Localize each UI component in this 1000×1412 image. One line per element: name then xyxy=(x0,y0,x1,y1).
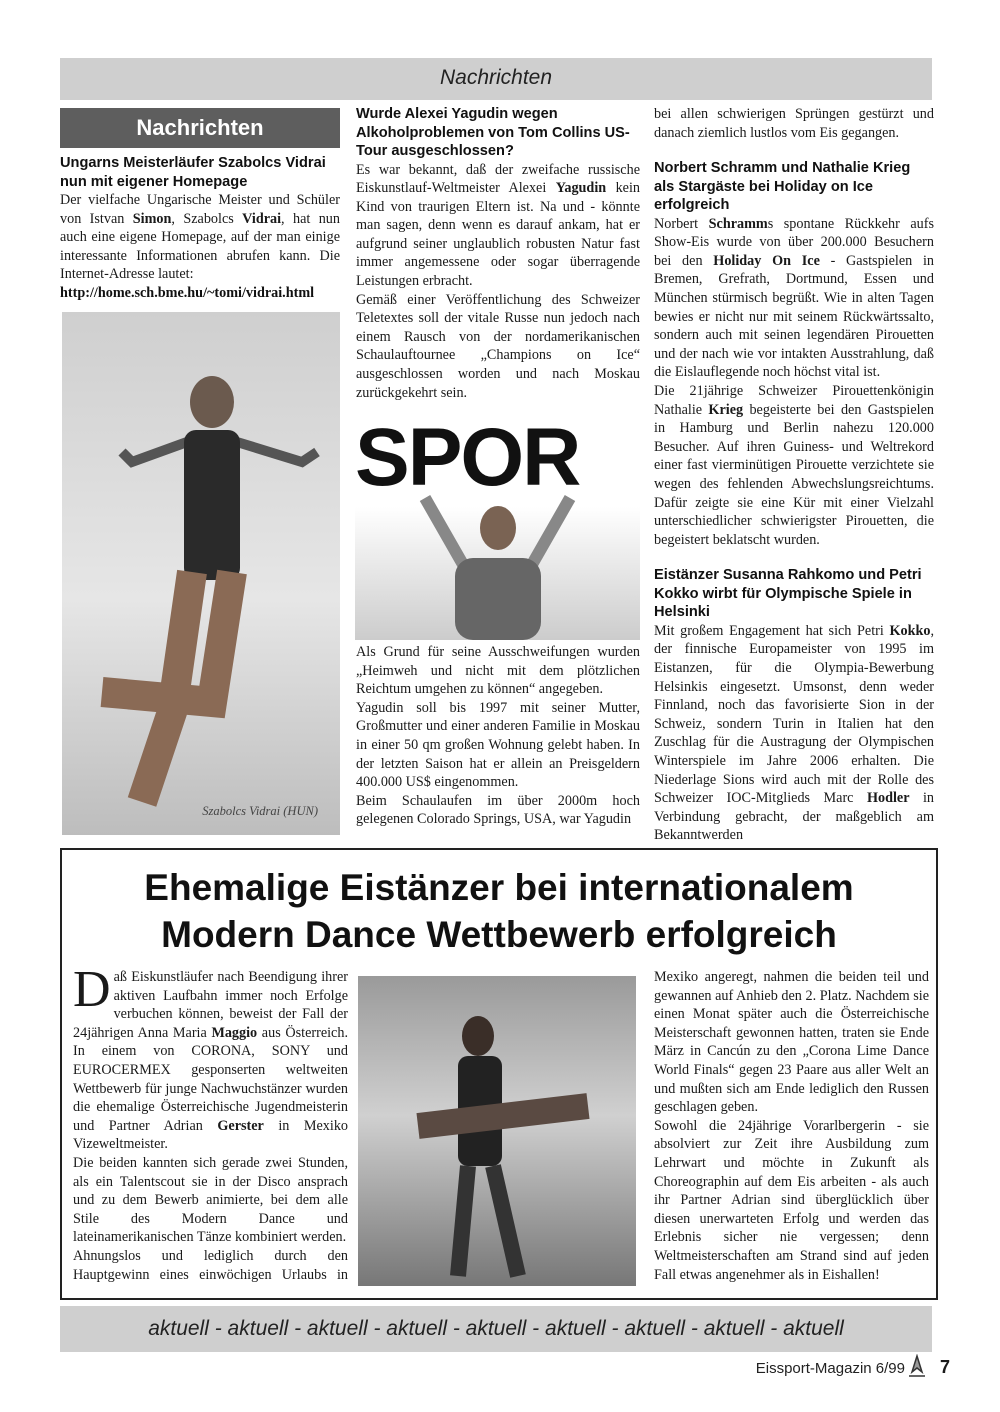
bold-name: Vidrai xyxy=(242,210,282,227)
bold-name: Holiday On Ice xyxy=(713,252,820,269)
bold-name: Hodler xyxy=(866,790,910,807)
text-run: , Szabolcs xyxy=(171,210,243,227)
section-title: Nachrichten xyxy=(439,66,553,89)
text-run: kein Kind von traurigen Eltern ist. Na und - könnte man sagen, denn wenn es darauf ankam, hat er aufgrund seiner unglaublich robusten Natur fast immer angemessene oder sogar überragende Leistungen erbracht. xyxy=(356,180,640,290)
article-yagudin-p1 xyxy=(356,161,640,291)
bold-name: Krieg xyxy=(708,401,744,418)
article-yagudin-p4: Yagudin soll bis 1997 mit seiner Mutter, Großmutter und einer anderen Familie in Moskau in einer 50 qm großen Wohnung gelebt haben. In der letzten Saison hat er allein an Preisgeldern 400.000 US$ eingenommen. xyxy=(356,699,640,791)
photo-caption: Szabolcs Vidrai (HUN) xyxy=(202,804,318,818)
photo-yagudin xyxy=(355,418,640,640)
text-run: aus Österreich. In einem von CORONA, SONY und EUROCERMEX gesponserten weltweiten Wettbewerb für junge Nachwuchstänzer wurden die ehemalige Österreichische Jugendmeisterin und Partner Adrian xyxy=(73,1024,348,1134)
text-run: , der finnische Europameister von 1995 im Eistanzen, für die Olympia-Bewerbung Helsinkis eingesetzt. Umsonst, denn weder Finnland, noch das favorisierte Sion in der Schweiz, sondern Turin in Italien hat den Zuschlag für die Austragung der Olympischen Winterspiele im Jahre 2006 erhalten. Die Niederlage Sions wird auch mit der Rolle des Schweizer IOC-Mitglieds Marc xyxy=(654,622,934,807)
feature-p3: Ahnungslos und lediglich durch den Hauptgewinn eines einwöchigen Urlaubs in Mexiko angeregt, nahmen die beiden teil und gewannen auf Anhieb den 2. Platz. Nachdem sie einen Monat später auch die Österreichische Meisterschaft gewonnen hatten, traten sie Ende März in Cancún zu den „Corona Lime Dance World Finals“ gegen 23 Paare aus aller Welt an und mußten sich am Ende lediglich den Russen geschlagen geben. xyxy=(73,969,929,1283)
text-run: Die 21jährige Schweizer Pirouettenkönigin Nathalie xyxy=(654,383,934,418)
text-run: Mit großem Engagement hat sich Petri xyxy=(654,622,890,639)
bold-name: Simon xyxy=(132,210,172,227)
text-run: , hat nun auch eine eigene Homepage, auf der man einige interessante Informationen abrufen kann. Die Internet-Adresse lautet: xyxy=(60,210,340,283)
bold-name: Yagudin xyxy=(555,180,607,197)
bold-name: Kokko xyxy=(889,622,931,639)
photo-skater-vidrai xyxy=(62,312,340,835)
magazine-logo-icon xyxy=(906,1354,928,1380)
column-2-continued xyxy=(356,643,640,829)
text-run: Norbert xyxy=(654,215,709,232)
page-number: 7 xyxy=(939,1357,950,1377)
feature-p1 xyxy=(73,961,349,1153)
text-run: s spontane Rückkehr aufs Show-Eis wurde von über 200.000 Besuchern bei den xyxy=(654,215,935,269)
feature-title-line-2: Modern Dance Wettbewerb erfolgreich xyxy=(161,914,837,955)
article-schramm-p2 xyxy=(654,382,934,549)
bold-name: Schramm xyxy=(708,215,768,232)
headline-vidrai: Ungarns Meisterläufer Szabolcs Vidrai nun mit eigener Homepage xyxy=(60,155,326,190)
text-run: - Gastspielen in Bremen, Grefrath, Dortmund, Essen und München stürmisch begrüßt. Wie in alten Tagen bewies er nicht nur mit seinem Rückwärtssalto, sondern auch mit seinen legendären Pirouetten und der nach wie vor intakten Ausstrahlung, daß die Eislauflegende noch höchst vital ist. xyxy=(654,252,935,381)
photo-dance-couple xyxy=(358,976,636,1286)
article-vidrai-body xyxy=(60,191,340,284)
feature-p4: Sowohl die 24jährige Vorarlbergerin - sie absolviert zur Zeit ihre Ausbildung zum Lehrwart und möchte in Zukunft als Choreographin auf dem Eis arbeiten - als auch ihr Partner Adrian sind überglücklich über diesen unerwarteten Erfolg und werden das Erlebnis sicher nie vergessen; denn Weltmeisterschaften am Strand sind auf jeden Fall etwas angenehmer als in Eishallen! xyxy=(654,1117,929,1283)
text-run: begeisterte bei den Gastspielen in Hamburg und Berlin nahezu 120.000 Besucher. Auf ihren Guiness- und Weltrekord einer fast vierminütigen Pirouette verzichtete sie wegen des fehlenden Abwechslungsreichtums. Dafür zeigte sie eine Kür mit einer Vielzahl unterschiedlicher schwierigster Pirouetten, die begeistert beklatscht wurden. xyxy=(654,401,934,548)
feature-article-box xyxy=(60,848,938,1300)
text-run: in Mexiko Vizeweltmeister. xyxy=(73,1117,349,1153)
text-run: aß Eiskunstläufer nach Beendigung ihrer aktiven Laufbahn immer noch Erfolge verbuchen können, beweist der Fall der 24jährigen Anna Maria xyxy=(73,969,348,1041)
article-yagudin-end: bei allen schwierigen Sprüngen gestürzt und danach ziemlich lustlos vom Eis gegangen. xyxy=(654,106,934,141)
article-yagudin-p5: Beim Schaulaufen im über 2000m hoch gelegenen Colorado Springs, USA, war Yagudin xyxy=(356,792,640,828)
column-1 xyxy=(60,108,340,303)
homepage-link[interactable]: http://home.sch.bme.hu/~tomi/vidrai.html xyxy=(60,284,315,301)
feature-p2: Die beiden kannten sich gerade zwei Stunden, als ein Talentscout sie in der Disco ansprach und zu dem Bewerb animierte, bei dem alle Stile des Modern Dance und lateinamerikanischen Tänze kombiniert werden. xyxy=(73,1154,348,1246)
article-schramm-p1 xyxy=(654,215,934,382)
text-run: in Verbindung gebracht, der maßgeblich am Bekanntwerden xyxy=(654,790,934,844)
feature-title-line-1: Ehemalige Eistänzer bei internationalem xyxy=(144,867,854,908)
article-yagudin-p3: Als Grund für seine Ausschweifungen wurden „Heimweh und nicht mit dem plötzlichen Reichtum umgehen zu können“ angegeben. xyxy=(356,644,640,698)
skater-figure-icon xyxy=(62,312,340,835)
headline-yagudin: Wurde Alexei Yagudin wegen Alkoholproblemen von Tom Collins US-Tour ausgeschlossen? xyxy=(356,106,630,159)
skater-figure-icon xyxy=(355,418,640,640)
article-yagudin-p2: Gemäß einer Veröffentlichung des Schweizer Teletextes soll der vitale Russe nun jedoch nach einem Rausch von der nordamerikanischen Schaulauftournee „Champions on Ice“ ausgeschlossen worden und nach Moskau zurückgekehrt sein. xyxy=(356,291,640,401)
headline-schramm-krieg: Norbert Schramm und Nathalie Krieg als Stargäste bei Holiday on Ice erfolgreich xyxy=(654,160,911,214)
headline-kokko: Eistänzer Susanna Rahkomo und Petri Kokko wirbt für Olympische Spiele in Helsinki xyxy=(654,567,922,621)
magazine-issue: Eissport-Magazin 6/99 xyxy=(755,1360,905,1377)
text-run: Der vielfache Ungarische Meister und Schüler von Istvan xyxy=(60,192,340,227)
nachrichten-banner: Nachrichten xyxy=(60,108,340,148)
aktuell-banner: aktuell - aktuell - aktuell - aktuell - aktuell - aktuell - aktuell - aktuell - aktuell xyxy=(60,1306,932,1352)
bold-name: Maggio xyxy=(211,1024,258,1041)
photo-background-lettering: SPOR xyxy=(355,418,580,503)
bold-name: Gerster xyxy=(217,1117,264,1134)
text-run: Es war bekannt, daß der zweifache russische Eiskunstlauf-Weltmeister Alexei xyxy=(356,161,640,197)
dropcap: D xyxy=(73,961,111,1018)
article-kokko-body xyxy=(654,622,934,845)
column-2 xyxy=(356,105,640,402)
section-header xyxy=(60,58,932,100)
dancers-figure-icon xyxy=(358,976,636,1286)
column-3 xyxy=(654,105,934,845)
feature-title xyxy=(62,864,936,958)
